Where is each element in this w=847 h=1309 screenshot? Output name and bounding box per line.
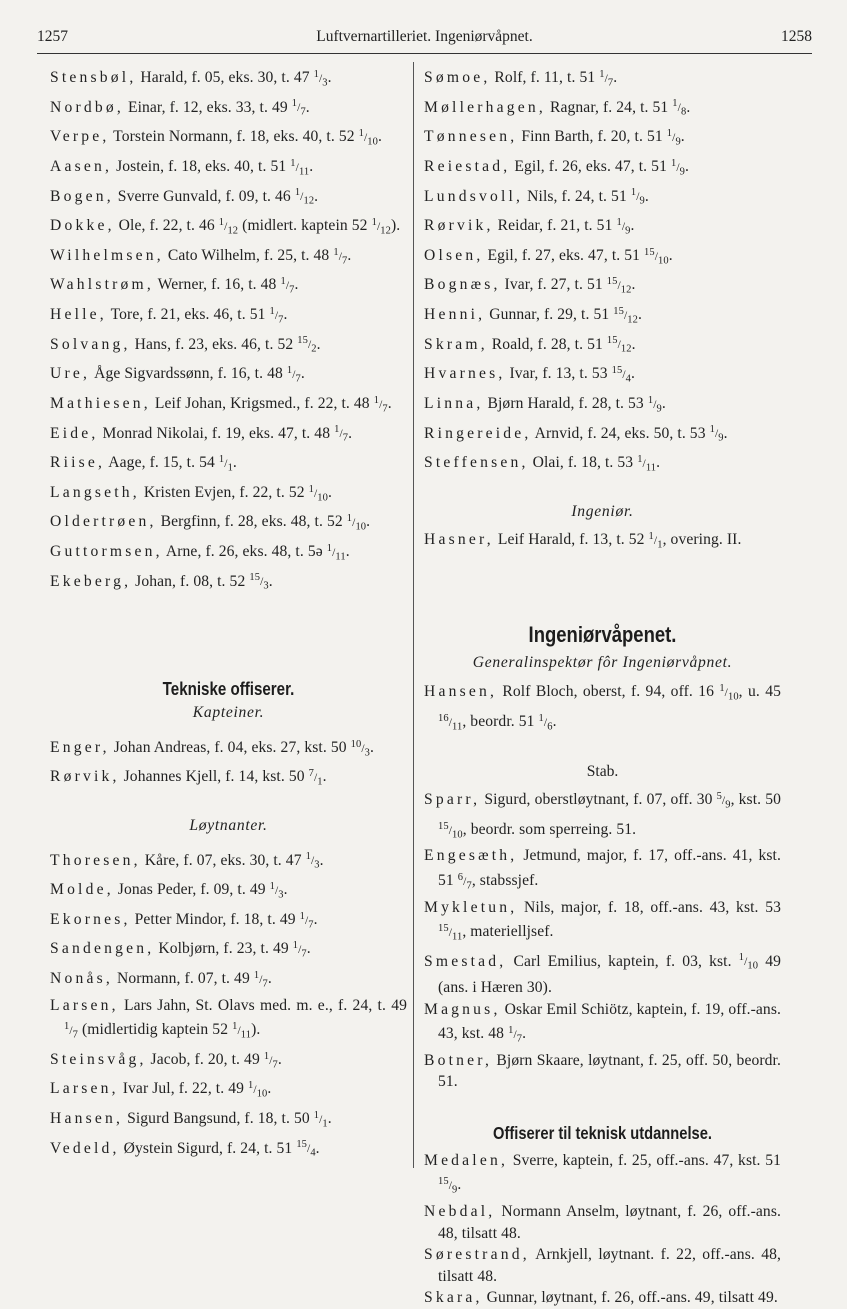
fraction: $^1/_8$ (672, 98, 687, 118)
roster-entry: Mykletun, Nils, major, f. 18, off.-ans. 43, kst. 53 $^{15}/_{11}$, materielljsef. (424, 898, 781, 943)
fraction: $^7/_1$ (308, 768, 323, 788)
roster-entry: Sparr, Sigurd, oberstløytnant, f. 07, off. 30 $^5/_9$, kst. 50 $^{15}/_{10}$, beordr. som sperreing. 51. (424, 790, 781, 840)
fraction: $^1/_7$ (269, 306, 284, 326)
surname: Linna, (424, 394, 484, 412)
surname: Hvarnes, (424, 365, 506, 383)
roster-entry: Aasen, Jostein, f. 18, eks. 40, t. 51 $^1/_{11}$. (50, 157, 314, 177)
surname: Rørvik, (424, 216, 494, 234)
fraction: $^1/_{12}$ (371, 217, 391, 237)
surname: Guttormsen, (50, 542, 163, 560)
roster-entry: Guttormsen, Arne, f. 26, eks. 48, t. 5ə $^1/_{11}$. (50, 542, 350, 563)
running-title: Luftvernartilleriet. Ingeniørvåpnet. (316, 28, 533, 45)
surname: Enger, (50, 738, 110, 756)
fraction: $^1/_7$ (263, 1050, 278, 1070)
kapteiner-list (50, 734, 407, 793)
running-header (37, 28, 812, 52)
surname: Larsen, (50, 1080, 119, 1098)
roster-entry: Reiestad, Egil, f. 26, eks. 47, t. 51 $^1/_9$. (424, 157, 689, 177)
fraction: $^1/_7$ (64, 1021, 79, 1041)
roster-entry: Nonås, Normann, f. 07, t. 49 $^1/_7$. (50, 969, 272, 990)
fraction: $^1/_7$ (292, 940, 307, 960)
surname: Langseth, (50, 483, 140, 501)
fraction: $^5/_9$ (716, 791, 731, 811)
surname: Tønnesen, (424, 128, 518, 146)
heading-kapteiner: Kapteiner. (192, 704, 265, 722)
roster-entry: Henni, Gunnar, f. 29, t. 51 $^{15}/_{12}$. (424, 305, 642, 326)
roster-entry: Larsen, Ivar Jul, f. 22, t. 49 $^1/_{10}$. (50, 1080, 272, 1100)
roster-entry: Ekeberg, Johan, f. 08, t. 52 $^{15}/_3$. (50, 572, 273, 592)
roster-entry: Riise, Aage, f. 15, t. 54 $^1/_1$. (50, 453, 237, 474)
roster-entry: Møllerhagen, Ragnar, f. 24, t. 51 $^1/_8$. (424, 98, 691, 118)
fraction: $^{15}/_{11}$ (438, 923, 463, 943)
column-divider (413, 62, 414, 1168)
fraction: $^1/_{11}$ (637, 454, 657, 474)
roster-entry: Solvang, Hans, f. 23, eks. 46, t. 52 $^{15}/_2$. (50, 335, 321, 355)
roster-entry: Smestad, Carl Emilius, kaptein, f. 03, kst. $^1/_{10}$ 49 (ans. i Hæren 30). (424, 952, 781, 997)
roster-entry: Hasner, Leif Harald, f. 13, t. 52 $^1/_1$, overing. II. (424, 531, 742, 551)
roster-entry: Stensbøl, Harald, f. 05, eks. 30, t. 47 $^1/_3$. (50, 68, 332, 89)
surname: Steffensen, (424, 453, 529, 471)
surname: Ringereide, (424, 424, 532, 442)
roster-entry: Bognæs, Ivar, f. 27, t. 51 $^{15}/_{12}$. (424, 276, 636, 296)
surname: Hansen, (50, 1109, 124, 1127)
surname: Aasen, (50, 157, 113, 175)
roster-entry: Skara, Gunnar, løytnant, f. 26, off.-ans. 49, tilsatt 49. (424, 1289, 778, 1306)
roster-entry: Nebdal, Normann Anselm, løytnant, f. 26, off.-ans. 48, tilsatt 48. (424, 1203, 781, 1242)
section-title-teknisk-utdannelse: Offiserer til teknisk utdannelse. (493, 1122, 712, 1143)
surname: Lundsvoll, (424, 187, 524, 205)
surname: Eide, (50, 424, 99, 442)
surname: Oldertrøen, (50, 513, 157, 531)
roster-entry: Langseth, Kristen Evjen, f. 22, t. 52 $^1/_{10}$. (50, 483, 332, 503)
surname: Møllerhagen, (424, 98, 546, 116)
roster-entry: Ure, Åge Sigvardssønn, f. 16, t. 48 $^1/_7$. (50, 365, 305, 385)
surname: Sparr, (424, 790, 481, 808)
roster-entry: Verpe, Torstein Normann, f. 18, eks. 40, t. 52 $^1/_{10}$. (50, 128, 382, 148)
roster-entry: Dokke, Ole, f. 22, t. 46 $^1/_{12}$ (midlert. kaptein 52 $^1/_{12}$). (50, 216, 401, 237)
fraction: $^{15}/_4$ (611, 365, 632, 385)
fraction: $^1/_7$ (253, 970, 268, 990)
surname: Wahlstrøm, (50, 276, 154, 294)
surname: Sømoe, (424, 68, 491, 86)
roster-entry: Vedeld, Øystein Sigurd, f. 24, t. 51 $^{15}/_4$. (50, 1139, 320, 1159)
heading-generalinspektor: Generalinspektør fôr Ingeniørvåpnet. (472, 653, 733, 671)
roster-entry: Steffensen, Olai, f. 18, t. 53 $^1/_{11}$. (424, 453, 661, 474)
roster-entry: Helle, Tore, f. 21, eks. 46, t. 51 $^1/_7$. (50, 305, 288, 326)
surname: Hansen, (424, 683, 498, 701)
fraction: $^1/_6$ (538, 713, 553, 733)
fraction: $^1/_1$ (313, 1110, 328, 1130)
surname: Verpe, (50, 128, 110, 146)
fraction: $^1/_{11}$ (290, 157, 310, 177)
fraction: $^1/_{10}$ (346, 513, 367, 533)
roster-entry: Sandengen, Kolbjørn, f. 23, t. 49 $^1/_7$. (50, 940, 311, 960)
roster-entry: Tønnesen, Finn Barth, f. 20, t. 51 $^1/_9$. (424, 128, 685, 148)
surname: Larsen, (50, 996, 119, 1014)
fraction: $^{15}/_4$ (296, 1139, 316, 1159)
fraction: $^1/_{10}$ (719, 683, 739, 703)
fraction: $^1/_{12}$ (218, 217, 239, 237)
fraction: $^{15}/_{10}$ (438, 820, 463, 840)
fraction: $^1/_{10}$ (308, 483, 328, 503)
roster-entry: Eide, Monrad Nikolai, f. 19, eks. 47, t. 48 $^1/_7$. (50, 424, 353, 444)
fraction: $^1/_7$ (299, 910, 314, 930)
roster-entry: Rørvik, Reidar, f. 21, t. 51 $^1/_9$. (424, 216, 635, 237)
roster-entry: Molde, Jonas Peder, f. 09, t. 49 $^1/_3$. (50, 880, 288, 901)
fraction: $^{15}/_9$ (438, 1176, 458, 1196)
fraction: $^{15}/_{12}$ (606, 335, 632, 355)
heading-stab: Stab. (586, 762, 619, 780)
fraction: $^1/_7$ (334, 424, 349, 444)
fraction: $^1/_{11}$ (232, 1021, 252, 1041)
roster-entry: Ringereide, Arnvid, f. 24, eks. 50, t. 53 $^1/_9$. (424, 424, 728, 444)
roster-entry: Skram, Roald, f. 28, t. 51 $^{15}/_{12}$. (424, 335, 636, 355)
surname: Bognæs, (424, 276, 501, 294)
fraction: $^1/_7$ (599, 69, 614, 89)
fraction: $^1/_9$ (647, 394, 662, 414)
fraction: $^1/_{10}$ (248, 1080, 268, 1100)
surname: Riise, (50, 453, 106, 471)
surname: Steinsvåg, (50, 1050, 147, 1068)
roster-entry: Nordbø, Einar, f. 12, eks. 33, t. 49 $^1/_7$. (50, 98, 310, 118)
surname: Medalen, (424, 1151, 509, 1169)
fraction: $^{10}/_3$ (350, 738, 370, 758)
surname: Stensbøl, (50, 68, 137, 86)
fraction: $^1/_1$ (648, 531, 663, 551)
surname: Vedeld, (50, 1139, 120, 1157)
surname: Mathiesen, (50, 394, 151, 412)
surname: Skara, (424, 1289, 483, 1306)
page-number-right: 1258 (781, 28, 812, 45)
surname: Rørvik, (50, 768, 120, 786)
surname: Solvang, (50, 335, 131, 353)
roster-entry: Hvarnes, Ivar, f. 13, t. 53 $^{15}/_4$. (424, 365, 636, 385)
surname: Engesæth, (424, 847, 518, 865)
roster-entry: Mathiesen, Leif Johan, Krigsmed., f. 22, t. 48 $^1/_7$. (50, 394, 392, 414)
header-rule (37, 53, 812, 54)
fraction: $^{15}/_{10}$ (644, 246, 669, 266)
roster-entry: Hansen, Sigurd Bangsund, f. 18, t. 50 $^1/_1$. (50, 1109, 332, 1130)
roster-entry: Larsen, Lars Jahn, St. Olavs med. m. e., f. 24, t. 49 $^1/_7$ (midlertidig kaptein 52 $^1/_{11}$). (50, 996, 407, 1041)
fraction: $^1/_7$ (291, 98, 306, 118)
fraction: $^1/_3$ (305, 851, 320, 871)
roster-entry: Sørestrand, Arnkjell, løytnant. f. 22, off.-ans. 48, tilsatt 48. (424, 1246, 781, 1285)
fraction: $^{16}/_{11}$ (438, 713, 463, 733)
roster-entry: Medalen, Sverre, kaptein, f. 25, off.-ans. 47, kst. 51 $^{15}/_9$. (424, 1151, 781, 1196)
surname: Ure, (50, 365, 91, 383)
roster-entry: Sømoe, Rolf, f. 11, t. 51 $^1/_7$. (424, 68, 618, 89)
roster-entry: Magnus, Oskar Emil Schiötz, kaptein, f. 19, off.-ans. 43, kst. 48 $^1/_7$. (424, 1000, 781, 1045)
fraction: $^1/_7$ (508, 1025, 523, 1045)
surname: Ekeberg, (50, 572, 132, 590)
roster-entry: Wahlstrøm, Werner, f. 16, t. 48 $^1/_7$. (50, 276, 299, 296)
fraction: $^{15}/_3$ (249, 572, 269, 592)
roster-entry: Bogen, Sverre Gunvald, f. 09, t. 46 $^1/_{12}$. (50, 187, 319, 207)
fraction: $^1/_9$ (616, 217, 631, 237)
surname: Dokke, (50, 216, 115, 234)
surname: Mykletun, (424, 898, 518, 916)
roster-entry: Steinsvåg, Jacob, f. 20, t. 49 $^1/_7$. (50, 1050, 282, 1070)
surname: Molde, (50, 880, 114, 898)
surname: Nordbø, (50, 98, 124, 116)
teknisk-list (424, 1150, 781, 1309)
roster-entry: Rørvik, Johannes Kjell, f. 14, kst. 50 $^7/_1$. (50, 768, 327, 788)
surname: Henni, (424, 305, 486, 323)
surname: Skram, (424, 335, 488, 353)
surname: Magnus, (424, 1000, 501, 1018)
heading-ingenior: Ingeniør. (571, 502, 634, 520)
surname: Smestad, (424, 952, 507, 970)
fraction: $^1/_7$ (286, 365, 301, 385)
surname: Thoresen, (50, 851, 141, 869)
generalinspektor-list (424, 678, 781, 737)
roster-entry: Olsen, Egil, f. 27, eks. 47, t. 51 $^{15}/_{10}$. (424, 246, 673, 266)
roster-entry: Enger, Johan Andreas, f. 04, eks. 27, kst. 50 $^{10}/_3$. (50, 738, 374, 758)
roster-entry: Linna, Bjørn Harald, f. 28, t. 53 $^1/_9$. (424, 394, 666, 414)
surname: Nebdal, (424, 1203, 496, 1220)
fraction: $^1/_{11}$ (326, 543, 346, 563)
officer-list (50, 64, 407, 597)
fraction: $^1/_{12}$ (294, 187, 315, 207)
fraction: $^{15}/_{12}$ (606, 276, 632, 296)
surname: Botner, (424, 1051, 493, 1069)
stab-list (424, 786, 781, 1093)
fraction: $^1/_{10}$ (358, 128, 378, 148)
fraction: $^{15}/_{12}$ (613, 306, 638, 326)
fraction: $^1/_3$ (313, 69, 328, 89)
officer-list-continued (424, 64, 781, 479)
right-column (424, 64, 781, 1309)
fraction: $^1/_3$ (269, 881, 284, 901)
surname: Sandengen, (50, 940, 155, 958)
fraction: $^1/_7$ (280, 276, 295, 296)
section-title-ingeniorvapenet: Ingeniørvåpenet. (528, 621, 677, 647)
surname: Sørestrand, (424, 1246, 530, 1263)
fraction: $^1/_9$ (670, 157, 685, 177)
fraction: $^1/_7$ (373, 394, 388, 414)
fraction: $^1/_{10}$ (738, 952, 759, 972)
surname: Ekornes, (50, 910, 131, 928)
surname: Reiestad, (424, 157, 511, 175)
page-number-left: 1257 (37, 28, 68, 45)
roster-entry: Oldertrøen, Bergfinn, f. 28, eks. 48, t. 52 $^1/_{10}$. (50, 513, 371, 533)
fraction: $^1/_9$ (709, 424, 724, 444)
heading-loytnanter: Løytnanter. (189, 817, 268, 834)
ingenior-list (424, 526, 781, 556)
roster-entry: Botner, Bjørn Skaare, løytnant, f. 25, off. 50, beordr. 51. (424, 1051, 781, 1091)
roster-entry: Thoresen, Kåre, f. 07, eks. 30, t. 47 $^1/_3$. (50, 851, 324, 871)
fraction: $^1/_9$ (630, 187, 645, 207)
fraction: $^1/_7$ (333, 246, 348, 266)
section-title-tekniske-offiserer: Tekniske offiserer. (162, 679, 295, 700)
fraction: $^1/_9$ (666, 128, 681, 148)
fraction: $^{15}/_2$ (297, 335, 317, 355)
surname: Olsen, (424, 246, 484, 264)
surname: Hasner, (424, 531, 494, 549)
roster-entry: Ekornes, Petter Mindor, f. 18, t. 49 $^1/_7$. (50, 910, 318, 930)
roster-entry: Engesæth, Jetmund, major, f. 17, off.-ans. 41, kst. 51 $^6/_7$, stabssjef. (424, 847, 781, 891)
fraction: $^6/_7$ (457, 871, 472, 891)
left-column (50, 64, 407, 1164)
surname: Wilhelmsen, (50, 246, 164, 264)
roster-entry: Wilhelmsen, Cato Wilhelm, f. 25, t. 48 $^1/_7$. (50, 246, 352, 266)
roster-entry: Lundsvoll, Nils, f. 24, t. 51 $^1/_9$. (424, 187, 649, 207)
loytnanter-list (50, 847, 407, 1165)
surname: Helle, (50, 305, 107, 323)
fraction: $^1/_1$ (218, 454, 233, 474)
roster-entry: Hansen, Rolf Bloch, oberst, f. 94, off. 16 $^1/_{10}$, u. 45 $^{16}/_{11}$, beordr. 51 $^1/_6$. (424, 683, 782, 733)
surname: Bogen, (50, 187, 114, 205)
surname: Nonås, (50, 969, 113, 987)
